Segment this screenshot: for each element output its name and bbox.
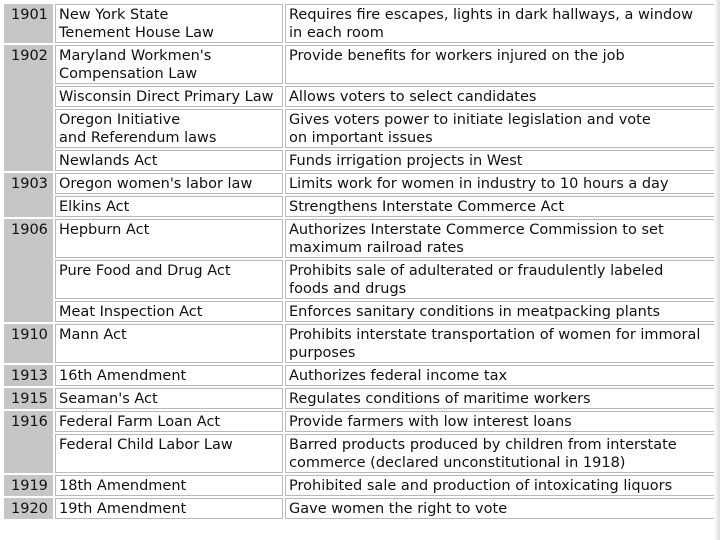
table-row xyxy=(4,324,715,363)
law-name-cell: Seaman's Act xyxy=(55,388,283,409)
table-row xyxy=(4,260,715,299)
law-description-cell: Authorizes federal income tax xyxy=(285,365,715,386)
law-name-cell: 18th Amendment xyxy=(55,475,283,496)
table-row xyxy=(4,475,715,496)
law-description-cell: Funds irrigation projects in West xyxy=(285,150,715,171)
table-row xyxy=(4,301,715,322)
table-row xyxy=(4,365,715,386)
law-description-cell: Gave women the right to vote xyxy=(285,498,715,519)
table-row xyxy=(4,109,715,148)
law-name-cell: Federal Farm Loan Act xyxy=(55,411,283,432)
law-description-cell: Strengthens Interstate Commerce Act xyxy=(285,196,715,217)
law-name-cell: Newlands Act xyxy=(55,150,283,171)
law-description-cell: Prohibits interstate transportation of women for immoral purposes xyxy=(285,324,715,363)
law-name-cell: Elkins Act xyxy=(55,196,283,217)
law-name-cell: New York State Tenement House Law xyxy=(55,4,283,43)
law-description-cell: Allows voters to select candidates xyxy=(285,86,715,107)
year-cell: 1902 xyxy=(4,45,53,171)
table-row xyxy=(4,196,715,217)
law-description-cell: Limits work for women in industry to 10 hours a day xyxy=(285,173,715,194)
law-name-cell: Pure Food and Drug Act xyxy=(55,260,283,299)
table-row xyxy=(4,498,715,519)
law-description-cell: Requires fire escapes, lights in dark hallways, a window in each room xyxy=(285,4,715,43)
year-cell: 1920 xyxy=(4,498,53,519)
year-cell: 1919 xyxy=(4,475,53,496)
page-edge-shadow xyxy=(714,0,720,540)
table-row xyxy=(4,434,715,473)
year-cell: 1901 xyxy=(4,4,53,43)
law-description-cell: Prohibits sale of adulterated or fraudulently labeled foods and drugs xyxy=(285,260,715,299)
law-description-cell: Barred products produced by children from interstate commerce (declared unconstitutional in 1918) xyxy=(285,434,715,473)
law-description-cell: Provide farmers with low interest loans xyxy=(285,411,715,432)
table-body xyxy=(4,4,715,519)
year-cell: 1916 xyxy=(4,411,53,473)
table-row xyxy=(4,4,715,43)
law-name-cell: Federal Child Labor Law xyxy=(55,434,283,473)
year-cell: 1906 xyxy=(4,219,53,322)
table-row xyxy=(4,219,715,258)
law-name-cell: Meat Inspection Act xyxy=(55,301,283,322)
table-row xyxy=(4,150,715,171)
law-name-cell: Oregon Initiative and Referendum laws xyxy=(55,109,283,148)
law-name-cell: Wisconsin Direct Primary Law xyxy=(55,86,283,107)
year-cell: 1910 xyxy=(4,324,53,363)
progressive-laws-table xyxy=(2,2,717,521)
table-row xyxy=(4,388,715,409)
year-cell: 1915 xyxy=(4,388,53,409)
table-row xyxy=(4,86,715,107)
law-name-cell: Mann Act xyxy=(55,324,283,363)
law-description-cell: Regulates conditions of maritime workers xyxy=(285,388,715,409)
law-description-cell: Provide benefits for workers injured on the job xyxy=(285,45,715,84)
year-cell: 1913 xyxy=(4,365,53,386)
table-row xyxy=(4,45,715,84)
law-name-cell: Maryland Workmen's Compensation Law xyxy=(55,45,283,84)
law-name-cell: 19th Amendment xyxy=(55,498,283,519)
law-description-cell: Authorizes Interstate Commerce Commission to set maximum railroad rates xyxy=(285,219,715,258)
year-cell: 1903 xyxy=(4,173,53,217)
law-description-cell: Prohibited sale and production of intoxicating liquors xyxy=(285,475,715,496)
law-name-cell: 16th Amendment xyxy=(55,365,283,386)
law-description-cell: Enforces sanitary conditions in meatpacking plants xyxy=(285,301,715,322)
table-row xyxy=(4,411,715,432)
law-description-cell: Gives voters power to initiate legislation and vote on important issues xyxy=(285,109,715,148)
law-name-cell: Oregon women's labor law xyxy=(55,173,283,194)
table-row xyxy=(4,173,715,194)
law-name-cell: Hepburn Act xyxy=(55,219,283,258)
